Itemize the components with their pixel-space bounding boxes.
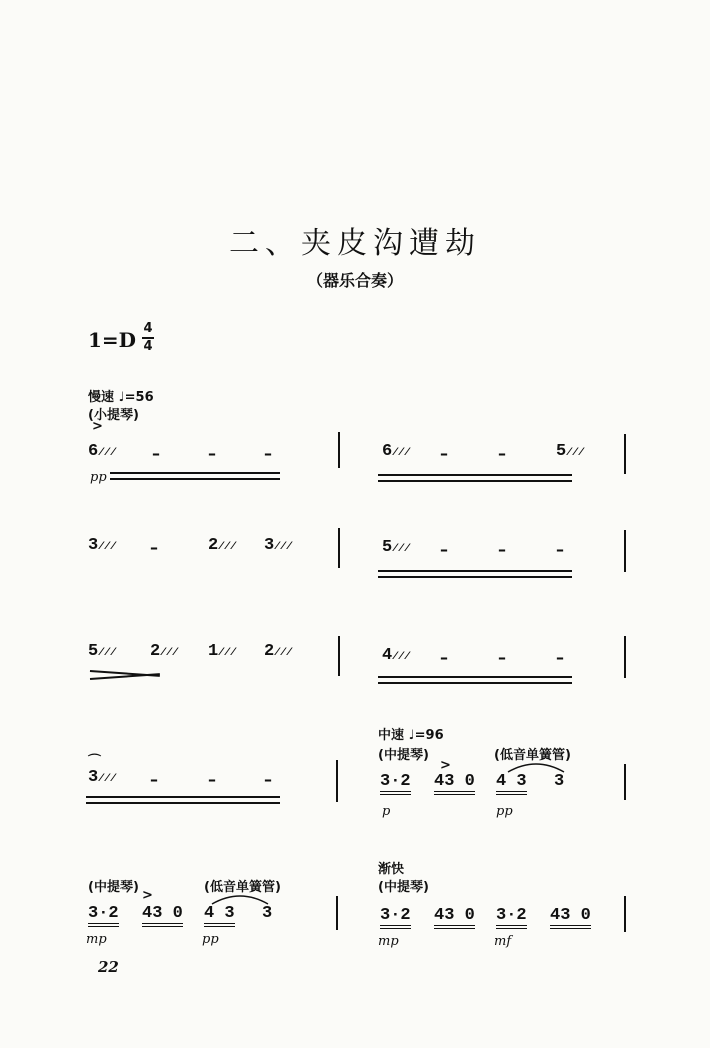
dash: –	[498, 540, 506, 559]
instrument-viola: (中提琴)	[378, 748, 429, 763]
instrument-viola: (中提琴)	[378, 880, 429, 895]
key-signature: 1=D	[88, 328, 137, 352]
figure-32: 3·2	[380, 906, 411, 929]
dash: –	[264, 444, 272, 463]
time-top: 4	[143, 321, 153, 336]
barline	[624, 896, 626, 932]
note-3: 3	[262, 904, 273, 923]
barline	[624, 636, 626, 678]
figure-430: 43 0	[434, 772, 475, 795]
barline	[338, 432, 340, 468]
dash: –	[440, 648, 448, 667]
note-3: 3	[554, 772, 565, 791]
dynamic-mf: mf	[494, 934, 512, 949]
figure-43: 4 3	[204, 904, 235, 927]
dash: –	[150, 770, 158, 789]
time-bottom: 4	[143, 339, 153, 354]
dynamic-p: p	[382, 804, 391, 819]
dynamic-pp: pp	[496, 804, 513, 819]
note-5: 5///	[88, 642, 117, 661]
figure-32: 3·2	[88, 904, 119, 927]
instrument-bass-clarinet: (低音单簧管)	[204, 880, 281, 895]
barline	[336, 896, 338, 930]
fermata: ⌒	[88, 754, 102, 769]
subtitle: （器乐合奏）	[306, 271, 403, 290]
note-3: 3///	[264, 536, 293, 555]
dynamic-mp: mp	[86, 932, 107, 947]
note-2: 2///	[150, 642, 179, 661]
accent-mark: >	[92, 419, 103, 434]
figure-43: 4 3	[496, 772, 527, 795]
figure-32: 3·2	[380, 772, 411, 795]
note-4: 4///	[382, 646, 411, 665]
instrument-viola: (中提琴)	[88, 880, 139, 895]
note-6: 6///	[88, 442, 117, 461]
note-2: 2///	[208, 536, 237, 555]
dash: –	[208, 770, 216, 789]
accent-mark: >	[142, 888, 153, 903]
dash: –	[150, 538, 158, 557]
note-5: 5///	[556, 442, 585, 461]
figure-32: 3·2	[496, 906, 527, 929]
dash: –	[498, 648, 506, 667]
note-2: 2///	[264, 642, 293, 661]
slur	[506, 760, 566, 774]
barline	[336, 760, 338, 802]
dash: –	[498, 444, 506, 463]
dash: –	[264, 770, 272, 789]
note-3: 3///	[88, 536, 117, 555]
page-number: 22	[98, 958, 119, 976]
instrument-bass-clarinet: (低音单簧管)	[494, 748, 571, 763]
note-1: 1///	[208, 642, 237, 661]
barline	[624, 434, 626, 474]
dynamic-pp: pp	[202, 932, 219, 947]
tempo-medium: 中速 ♩=96	[378, 728, 444, 743]
time-signature	[142, 322, 154, 354]
accent-mark: >	[440, 758, 451, 773]
dash: –	[556, 648, 564, 667]
dash: –	[440, 540, 448, 559]
note-3: 3///	[88, 768, 117, 787]
dash: –	[440, 444, 448, 463]
tempo-accelerando: 渐快	[378, 862, 405, 877]
instrument-violin: (小提琴)	[88, 408, 139, 423]
note-5: 5///	[382, 538, 411, 557]
dash: –	[556, 540, 564, 559]
dash: –	[152, 444, 160, 463]
note-6: 6///	[382, 442, 411, 461]
barline	[338, 528, 340, 568]
dynamic-mp: mp	[378, 934, 399, 949]
barline	[624, 530, 626, 572]
page-title: 二、夹皮沟遭劫	[229, 226, 481, 261]
tempo-slow: 慢速 ♩=56	[88, 390, 154, 405]
figure-430: 43 0	[434, 906, 475, 929]
figure-430: 43 0	[550, 906, 591, 929]
figure-430: 43 0	[142, 904, 183, 927]
dash: –	[208, 444, 216, 463]
barline	[338, 636, 340, 676]
dynamic-pp: pp	[90, 470, 107, 485]
barline	[624, 764, 626, 800]
